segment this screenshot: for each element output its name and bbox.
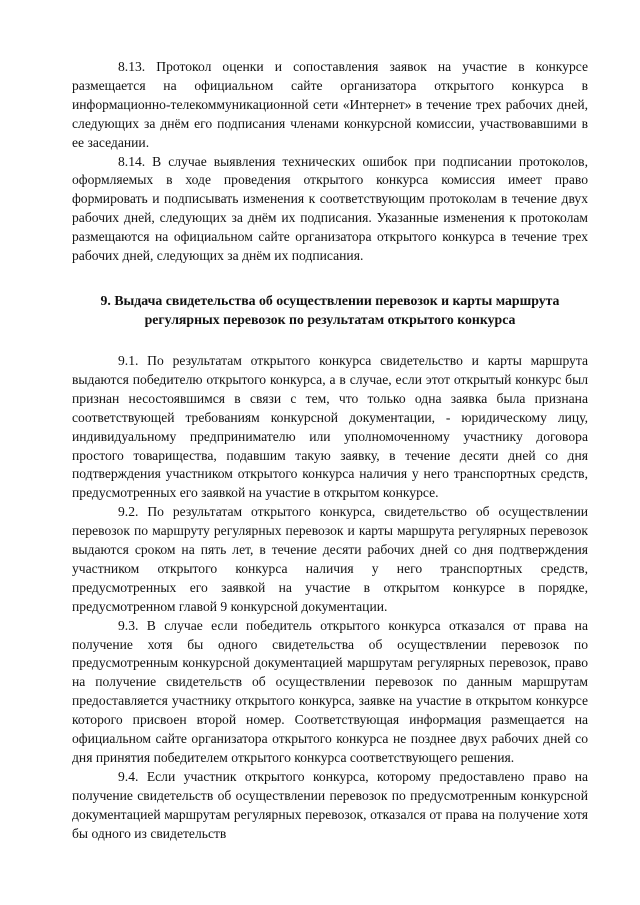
paragraph-9-1: 9.1. По результатам открытого конкурса свидетельство и карты маршрута выдаются победителю открытого конкурса, а в случае, если этот открытый конкурс был признан несостоявшимся в связи с тем, что только одна заявка была признана соответствующей требованиям конкурсной документации, - юридическому лицу, индивидуальному предпринимателю или уполномоченному участнику договора простого товарищества, подавшим такую заявку, в течение десяти дней со дня подтверждения участником открытого конкурса наличия у него транспортных средств, предусмотренных его заявкой на участие в открытом конкурсе. bbox=[72, 352, 588, 501]
paragraph-9-4: 9.4. Если участник открытого конкурса, которому предоставлено право на получение свидетельств об осуществлении перевозок по предусмотренным конкурсной документацией маршрутам регулярных перевозок, отказался от права на получение хотя бы одного из свидетельств bbox=[72, 768, 588, 841]
paragraph-8-14: 8.14. В случае выявления технических ошибок при подписании протоколов, оформляемых в ходе проведения открытого конкурса комиссия имеет право формировать и подписывать изменения к соответствующим протоколам в течение двух рабочих дней, следующих за днём их подписания. Указанные изменения к протоколам размещаются на официальном сайте организатора открытого конкурса в течение трех рабочих дней, следующих за днём их подписания. bbox=[72, 153, 588, 264]
paragraph-8-13: 8.13. Протокол оценки и сопоставления заявок на участие в конкурсе размещается на официальном сайте организатора открытого конкурса в информационно-телекоммуникационной сети «Интернет» в течение трех рабочих дней, следующих за днём его подписания членами конкурсной комиссии, участвовавшими в ее заседании. bbox=[72, 59, 588, 150]
paragraph-9-2: 9.2. По результатам открытого конкурса, свидетельство об осуществлении перевозок по маршруту регулярных перевозок и карты маршрута регулярных перевозок выдаются сроком на пять лет, в течение десяти рабочих дней со дня подтверждения участником открытого конкурса наличия у него транспортных средств, предусмотренных его заявкой на участие в открытом конкурсе в порядке, предусмотренном главой 9 конкурсной документации. bbox=[72, 504, 588, 614]
section-9-heading: 9. Выдача свидетельства об осуществлении перевозок и карты маршрута регулярных перевозок по результатам открытого конкурса bbox=[100, 292, 560, 327]
paragraph-9-3: 9.3. В случае если победитель открытого конкурса отказался от права на получение хотя бы одного свидетельства об осуществлении перевозок по предусмотренным конкурсной документацией маршрутам регулярных перевозок, право на получение свидетельств об осуществлении перевозок по данным маршрутам предоставляется участнику открытого конкурса, заявке на участие в открытом конкурсе которого присвоен второй номер. Соответствующая информация размещается на официальном сайте организатора открытого конкурса не позднее двух рабочих дней со дня принятия победителем открытого конкурса соответствующего решения. bbox=[72, 617, 588, 765]
